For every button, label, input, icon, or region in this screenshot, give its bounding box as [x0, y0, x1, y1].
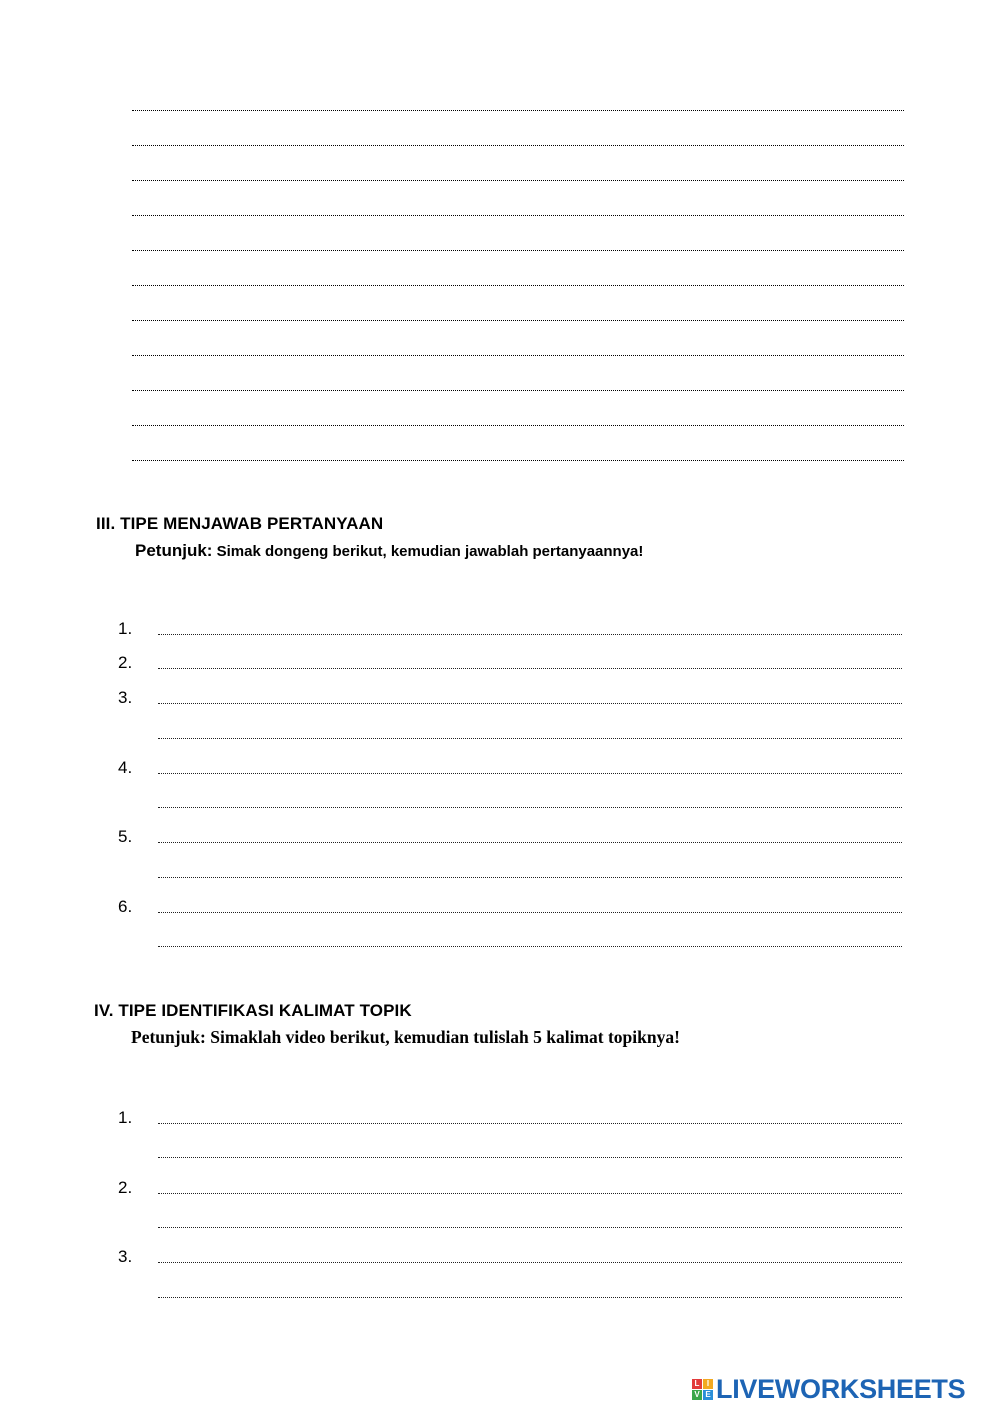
section-3-instruction — [135, 541, 643, 561]
answer-line[interactable] — [132, 355, 904, 356]
section-4-instruction — [131, 1027, 680, 1048]
instruction-label: Petunjuk: — [135, 541, 213, 560]
answer-line[interactable] — [132, 180, 904, 181]
answer-line[interactable] — [132, 320, 904, 321]
instruction-label: Petunjuk: — [131, 1027, 206, 1047]
instruction-text: Simaklah video berikut, kemudian tulislah 5 kalimat topiknya! — [205, 1027, 680, 1047]
answer-line[interactable] — [158, 668, 902, 669]
question-number: 5. — [118, 827, 133, 846]
answer-line[interactable] — [158, 912, 902, 913]
answer-line[interactable] — [132, 460, 904, 461]
answer-line[interactable] — [158, 738, 902, 739]
logo-mark-letter: L — [692, 1379, 702, 1389]
answer-line[interactable] — [158, 1227, 902, 1228]
logo-mark-letter: V — [692, 1390, 702, 1400]
question-number: 1. — [118, 619, 133, 638]
question-number: 3. — [118, 1247, 133, 1266]
liveworksheets-logo — [692, 1374, 965, 1404]
answer-line[interactable] — [132, 110, 904, 111]
question-number: 4. — [118, 758, 133, 777]
logo-mark-letter: E — [703, 1390, 713, 1400]
logo-mark-icon — [692, 1379, 713, 1400]
answer-line[interactable] — [132, 285, 904, 286]
answer-line[interactable] — [132, 390, 904, 391]
logo-text: LIVEWORKSHEETS — [716, 1373, 966, 1404]
answer-line[interactable] — [158, 946, 902, 947]
answer-line[interactable] — [132, 145, 904, 146]
question-number: 3. — [118, 688, 133, 707]
question-number: 2. — [118, 1178, 133, 1197]
answer-line[interactable] — [158, 1157, 902, 1158]
answer-line[interactable] — [158, 1262, 902, 1263]
answer-line[interactable] — [158, 1193, 902, 1194]
answer-line[interactable] — [158, 634, 902, 635]
question-number: 6. — [118, 897, 133, 916]
answer-line[interactable] — [158, 842, 902, 843]
answer-line[interactable] — [158, 1123, 902, 1124]
answer-line[interactable] — [132, 425, 904, 426]
answer-line[interactable] — [158, 1297, 902, 1298]
question-number: 1. — [118, 1108, 133, 1127]
section-3-title: III. TIPE MENJAWAB PERTANYAAN — [96, 514, 384, 533]
section-4-title: IV. TIPE IDENTIFIKASI KALIMAT TOPIK — [94, 1001, 412, 1020]
answer-line[interactable] — [132, 250, 904, 251]
answer-line[interactable] — [132, 215, 904, 216]
question-number: 2. — [118, 653, 133, 672]
answer-line[interactable] — [158, 773, 902, 774]
answer-line[interactable] — [158, 877, 902, 878]
instruction-text: Simak dongeng berikut, kemudian jawablah pertanyaannya! — [212, 543, 644, 560]
logo-mark-letter: I — [703, 1379, 713, 1389]
answer-line[interactable] — [158, 807, 902, 808]
answer-line[interactable] — [158, 703, 902, 704]
